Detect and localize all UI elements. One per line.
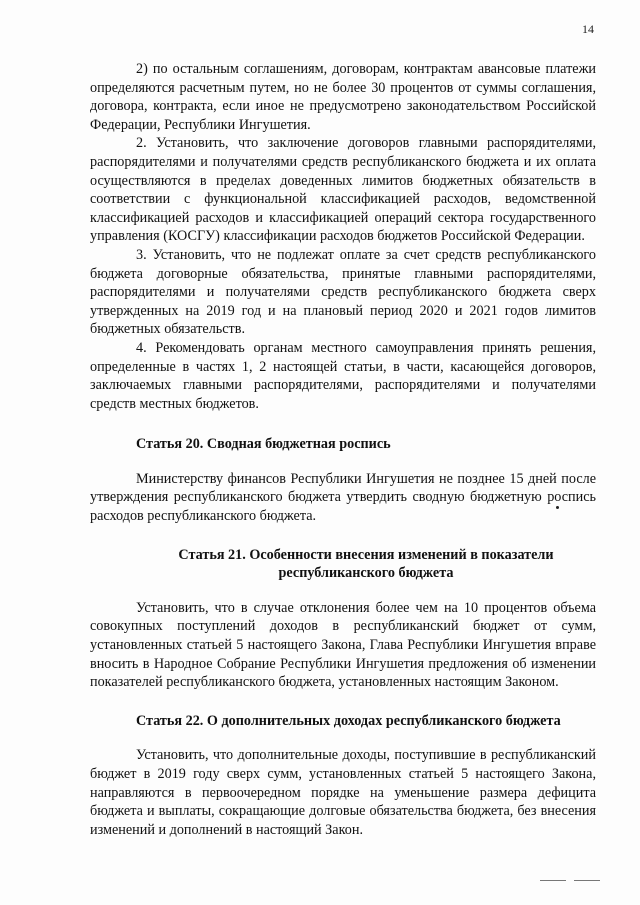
article-20-text: Министерству финансов Республики Ингушетия не позднее 15 дней после утверждения республиканского бюджета утвердить сводную бюджетную роспись расходов республиканского бюджета. — [90, 470, 596, 525]
document-body — [90, 60, 596, 839]
paragraph-point-2: 2. Установить, что заключение договоров главными распорядителями, распорядителями и получателями средств республиканского бюджета и их оплата осуществляются в пределах доведенных лимитов бюджетных обязательств в соответствии с функциональной классификацией расходов, ведомственной классификацией расходов и классификацией операций сектора государственного управления (КОСГУ) классификации расходов бюджетов Российской Федерации. — [90, 135, 596, 245]
article-20-heading: Статья 20. Сводная бюджетная роспись — [136, 436, 391, 453]
page-number: 14 — [582, 22, 594, 36]
article-22-heading: Статья 22. О дополнительных доходах республиканского бюджета — [136, 712, 561, 729]
article-21-text: Установить, что в случае отклонения более чем на 10 процентов объема совокупных поступлений доходов в республиканский бюджет от сумм, установленных статьей 5 настоящего Закона, Глава Республики Ингушетия вправе вносить в Народное Собрание Республики Ингушетия предложения об изменении показателей республиканского бюджета, установленных настоящим Законом. — [90, 599, 596, 691]
article-22-text: Установить, что дополнительные доходы, поступившие в республиканский бюджет в 2019 году сверх сумм, установленных статьей 5 настоящего Закона, направляются в первоочередном порядке на уменьшение размера дефицита бюджета и выплаты, сокращающие долговые обязательства бюджета, без внесения изменений и дополнений в настоящий Закон. — [90, 747, 596, 838]
scan-mark-bottom — [574, 880, 600, 881]
scan-speck — [556, 506, 559, 509]
article-21-heading: Статья 21. Особенности внесения изменений в показатели республиканского бюджета — [178, 546, 554, 582]
scan-mark-bottom — [540, 880, 566, 881]
paragraph-point-3: 3. Установить, что не подлежат оплате за счет средств республиканского бюджета договорные обязательства, принятые главными распорядителями, распорядителями и получателями средств республиканского бюджета сверх утвержденных на 2019 год и на плановый период 2020 и 2021 годов лимитов бюджетных обязательств. — [90, 246, 596, 338]
paragraph-advance-payments: 2) по остальным соглашениям, договорам, контрактам авансовые платежи определяются расчетным путем, но не более 30 процентов от суммы соглашения, договора, контракта, если иное не предусмотрено законодательством Российской Федерации, Республики Ингушетия. — [90, 61, 596, 133]
paragraph-point-4: 4. Рекомендовать органам местного самоуправления принять решения, определенные в частях 1, 2 настоящей статьи, в части, касающейся договоров, заключаемых главными распорядителями, распорядителями и получателями средств местных бюджетов. — [90, 339, 596, 412]
